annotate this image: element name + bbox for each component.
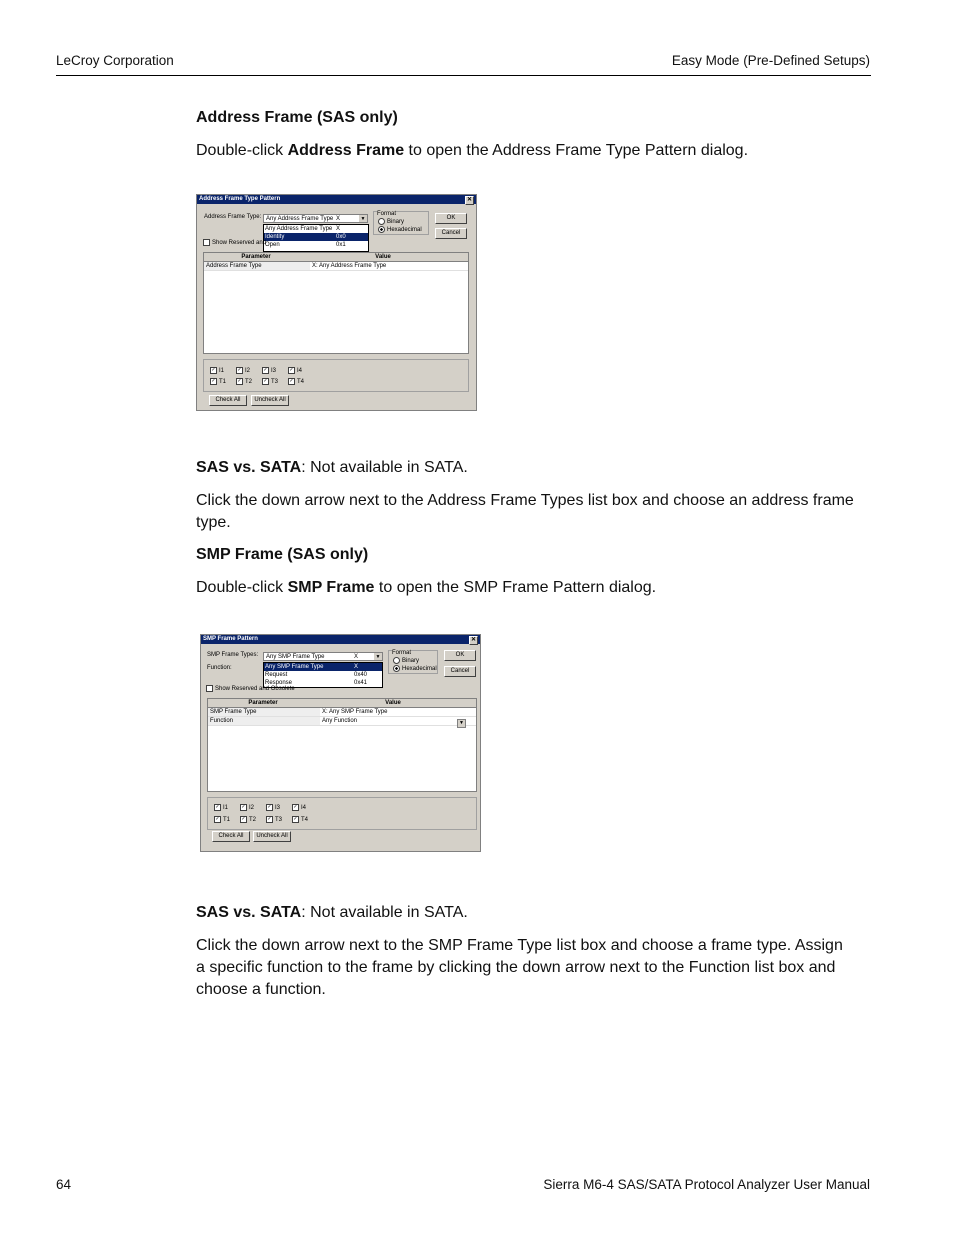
check-t4[interactable]: ✓ T4 [293, 816, 309, 824]
check-i1[interactable]: ✓ I1 [211, 367, 225, 375]
address-frame-type-combo[interactable]: Any Address Frame Type X ▼ [263, 214, 368, 223]
format-group [388, 650, 438, 674]
format-group [373, 211, 429, 235]
address-frame-dialog [196, 194, 477, 411]
paragraph-smp-frame-open: Double-click SMP Frame to open the SMP Frame Pattern dialog. [196, 579, 657, 596]
address-frame-type-label: Address Frame Type: [204, 214, 262, 220]
address-frame-type-dropdown[interactable] [263, 224, 369, 252]
hexadecimal-radio[interactable]: Hexadecimal [393, 665, 437, 672]
chevron-down-icon[interactable]: ▼ [375, 654, 381, 660]
col-value: Value [385, 700, 401, 706]
show-reserved-checkbox[interactable]: Show Reserved and [203, 239, 266, 246]
dropdown-option[interactable]: Any Address Frame Type X [265, 226, 341, 232]
smp-frame-dialog [200, 634, 481, 852]
dropdown-option[interactable]: Response 0x41 [265, 680, 368, 686]
table-header [204, 253, 468, 262]
paragraph-smp-frame-choose: Click the down arrow next to the SMP Frame Type list box and choose a frame type. Assign a specific function to the frame by clicking the down arrow next to the Function list box and choose a function. [196, 937, 843, 998]
ok-button[interactable]: OK [435, 213, 467, 224]
dropdown-option-selected[interactable]: Any SMP Frame Type X [264, 663, 382, 671]
section-heading-address-frame: Address Frame (SAS only) [196, 109, 398, 126]
uncheck-all-button[interactable]: Uncheck All [253, 831, 291, 842]
header-section: Easy Mode (Pre-Defined Setups) [671, 53, 870, 68]
binary-radio[interactable]: Binary [378, 218, 404, 225]
cancel-button[interactable]: Cancel [444, 666, 476, 677]
check-t3[interactable]: ✓ T3 [267, 816, 283, 824]
parameter-table [207, 698, 477, 792]
show-reserved-checkbox[interactable]: Show Reserved and Obsolete [206, 685, 295, 692]
table-row[interactable]: SMP Frame Type X: Any SMP Frame Type [208, 708, 476, 717]
footer-manual-title: Sierra M6-4 SAS/SATA Protocol Analyzer User Manual [543, 1177, 870, 1192]
format-label: Format [377, 211, 397, 217]
dialog-title-bar: Address Frame Type Pattern ✕ [197, 195, 476, 204]
parameter-table [203, 252, 469, 354]
check-i4[interactable]: ✓ I4 [293, 804, 307, 812]
check-i3[interactable]: ✓ I3 [267, 804, 281, 812]
check-t2[interactable]: ✓ T2 [241, 816, 257, 824]
smp-frame-type-label: SMP Frame Types: [207, 652, 259, 658]
close-icon[interactable]: ✕ [470, 637, 477, 643]
check-i3[interactable]: ✓ I3 [263, 367, 277, 375]
check-i2[interactable]: ✓ I2 [237, 367, 251, 375]
uncheck-all-button[interactable]: Uncheck All [251, 395, 289, 406]
footer-page-number: 64 [56, 1177, 72, 1192]
sas-vs-sata-note-1: SAS vs. SATA: Not available in SATA. [196, 459, 468, 476]
section-heading-smp-frame: SMP Frame (SAS only) [196, 546, 369, 563]
table-row[interactable]: Address Frame Type X: Any Address Frame Type [204, 262, 468, 271]
close-icon[interactable]: ✕ [466, 197, 473, 203]
sas-vs-sata-note-2: SAS vs. SATA: Not available in SATA. [196, 904, 468, 921]
check-t4[interactable]: ✓ T4 [289, 378, 305, 386]
header-rule [56, 75, 871, 76]
table-header [208, 699, 476, 708]
check-t3[interactable]: ✓ T3 [263, 378, 279, 386]
chevron-down-icon[interactable]: ▼ [360, 216, 366, 222]
paragraph-address-frame-open: Double-click Address Frame to open the Address Frame Type Pattern dialog. [196, 142, 749, 159]
ok-button[interactable]: OK [444, 650, 476, 661]
table-row[interactable]: Function Any Function [208, 717, 476, 726]
binary-radio[interactable]: Binary [393, 657, 419, 664]
check-t1[interactable]: ✓ T1 [215, 816, 231, 824]
col-value: Value [375, 254, 391, 260]
checks-group [207, 797, 477, 830]
dropdown-option[interactable]: Open 0x1 [265, 242, 346, 248]
check-i2[interactable]: ✓ I2 [241, 804, 255, 812]
dropdown-option-selected[interactable]: Identity 0x0 [264, 233, 368, 241]
dropdown-option[interactable]: Request 0x40 [265, 672, 368, 678]
check-all-button[interactable]: Check All [209, 395, 247, 406]
function-chevron-icon[interactable]: ▼ [457, 719, 466, 728]
check-i4[interactable]: ✓ I4 [289, 367, 303, 375]
header-company: LeCroy Corporation [56, 53, 174, 68]
checks-group [203, 359, 469, 392]
cancel-button[interactable]: Cancel [435, 228, 467, 239]
check-t2[interactable]: ✓ T2 [237, 378, 253, 386]
dialog-title-bar: SMP Frame Pattern ✕ [201, 635, 480, 644]
smp-frame-type-combo[interactable]: Any SMP Frame Type X ▼ [263, 652, 383, 661]
format-label: Format [392, 650, 412, 656]
check-all-button[interactable]: Check All [212, 831, 250, 842]
paragraph-address-frame-choose: Click the down arrow next to the Address Frame Types list box and choose an address frame type. [196, 492, 854, 531]
function-label: Function: [207, 665, 232, 671]
hexadecimal-radio[interactable]: Hexadecimal [378, 226, 422, 233]
check-i1[interactable]: ✓ I1 [215, 804, 229, 812]
col-parameter: Parameter [248, 700, 278, 706]
col-parameter: Parameter [241, 254, 271, 260]
check-t1[interactable]: ✓ T1 [211, 378, 227, 386]
